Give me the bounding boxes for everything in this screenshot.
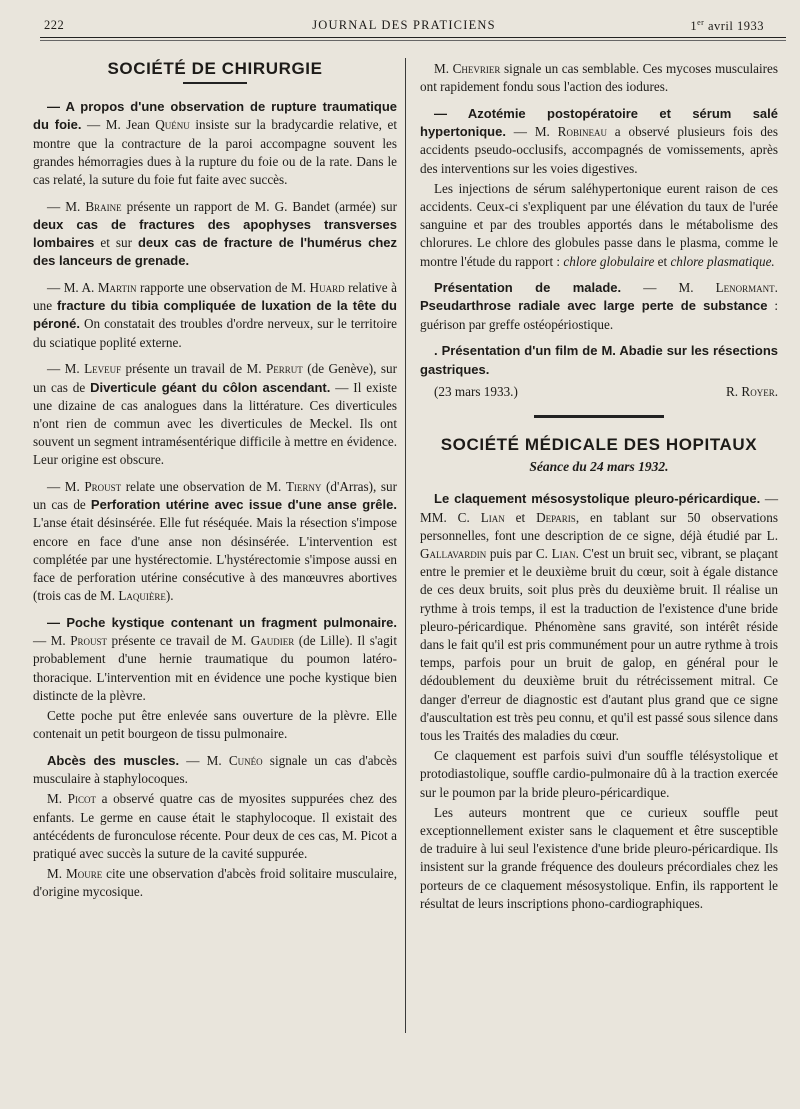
text: M. — [434, 61, 453, 76]
author-name: Tierny — [285, 479, 322, 495]
right-column — [420, 60, 778, 922]
text: — M. — [47, 479, 85, 495]
bold-term: Abcès des muscles. — [47, 752, 180, 768]
text: , en tablant sur 50 observations personnelles, font une description de ce signe, déjà étudié par L. — [420, 509, 779, 543]
text: signale un cas semblable. Ces mycoses musculaires ont rapidement fondu sous l'action des iodures. — [420, 61, 779, 95]
text: et — [654, 253, 671, 269]
date-sup: er — [697, 18, 705, 27]
bold-term: — Poche kystique contenant un fragment pulmonaire. — [47, 614, 397, 630]
text: présente un rapport de M. G. Bandet (armée) sur — [121, 198, 397, 214]
section-title-hopitaux: SOCIÉTÉ MÉDICALE DES HOPITAUX — [440, 434, 758, 454]
text: — M. — [621, 280, 716, 296]
text: présente un travail de M. — [121, 361, 266, 377]
text: C'est un bruit sec, vibrant, se plaçant entre le premier et le deuxième bruit du cœur, soit à égale distance de ces deux bruits, soit plus près du deuxième bruit. Il réalise un rythme à trois temps, il est la traduction de l'existence d'une bride pleuro-péricardique. Phénomène sans gravité, son intérêt réside dans le fait qu'il est pris communément pour un autre rythme à trois temps, parfois pour un bruit de galop, en général pour le dédoublement du deuxième bruit du rétrécissement mitral. Ce danger d'erreur de diagnostic est d'autant plus grand que ce signe d'auscultation est très peu connu, et qu'il est passé sous silence dans tous les Traités des maladies du cœur. — [420, 545, 778, 743]
bold-term: — Azotémie postopératoire et sérum salé hypertonique. — [420, 105, 778, 140]
signature-date: (23 mars 1933.) — [434, 383, 518, 399]
author-name: Quénu — [155, 117, 190, 133]
text: — MM. C. — [420, 491, 778, 525]
author-name: Gaudier — [250, 633, 295, 649]
paragraph-picot — [33, 790, 397, 863]
text: et — [504, 509, 537, 525]
paragraph-leveuf — [33, 360, 397, 469]
bold-term: deux cas de fractures des apophyses transverses lombaires — [33, 216, 397, 251]
paragraph-chevrier — [420, 60, 778, 96]
text: a observé quatre cas de myosites suppurées chez des enfants. Le germe en cause était le staphylocoque. Il existait des antécédents de furonculose récente. Pour deux de ces cas, M. Picot a pratiqué avec succès la suture de la cavité suppurée. — [33, 791, 397, 861]
author-name: Lian — [480, 509, 505, 525]
author-name: Chevrier — [452, 61, 501, 76]
text: Les injections de sérum saléhypertonique eurent raison de ces accidents. Ceux-ci s'expliquent par une élévation du taux de l'urée sanguine et par des troubles apportés dans le métabolisme des chlorures. Le chlore des globules passe dans le plasma, comme le montre l'étude du rapport : — [420, 180, 778, 269]
author-name: Braine — [85, 198, 122, 214]
author-name: Leveuf — [84, 361, 122, 377]
bold-term: fracture du tibia compliquée de luxation de la tête du péroné. — [33, 298, 397, 332]
text: M. — [47, 791, 68, 807]
signature-name: R. Royer. — [726, 383, 778, 399]
author-name: Lenormant. — [715, 280, 778, 296]
page-number: 222 — [44, 18, 65, 32]
paragraph-poche-kystique — [33, 614, 397, 705]
author-name: Moure — [65, 866, 103, 882]
heading-rupture-foie: — A propos d'une observation de rupture traumatique du foie. — [33, 99, 397, 133]
paragraph-injections — [420, 180, 778, 271]
seance-date: Séance du 24 mars 1932. — [529, 459, 669, 475]
bold-term: . Présentation d'un film de M. Abadie sur les résections gastriques. — [420, 343, 778, 377]
text: L'anse était désinsérée. Elle fut réséquée. Mais la résection s'impose encore en face d'une anse non désinsérée. L'intervention est complétée par une hystérectomie. L'hystérectomie s'impose aussi en face de perforation utérine consécutive à des manœuvres abortives (trois cas de M. — [33, 515, 397, 604]
text: — M. Jean — [81, 117, 156, 133]
header-rule-thin — [40, 40, 786, 41]
section-title-chirurgie: SOCIÉTÉ DE CHIRURGIE — [107, 59, 323, 78]
paragraph-souffle: Ce claquement est parfois suivi d'un souffle télésystolique et protodiastolique, souffle cardio-pulmonaire dû à la traction exercée sur le poumon par la bride pleuro-péricardique. — [420, 748, 778, 800]
paragraph-presentation-malade — [420, 279, 778, 334]
paragraph-rupture-foie — [33, 98, 397, 189]
text: rapporte une observation de M. — [136, 280, 310, 296]
text: : guérison par greffe ostéopériostique. — [420, 298, 778, 332]
paragraph-auteurs: Les auteurs montrent que ce curieux souffle peut exceptionnellement exister sans le claquement et être susceptible de traduire à lui seul l'existence d'une bride pleuro-péricardique. Ils insistent sur la grande fréquence des douleurs précordiales chez les porteurs de ce claquement mésosystolique. Enfin, ils rapportent le résultat de leurs inscriptions phono-cardiographiques. — [420, 804, 778, 911]
text: — M. A. — [47, 280, 98, 296]
text: a observé plusieurs fois des accidents pseudo-occlusifs, accompagnés de vomissements, après des interventions sur les voies digestives. — [420, 124, 778, 176]
text: (d'Arras), sur un cas de — [33, 479, 397, 513]
text: — M. — [505, 124, 558, 140]
author-name: Proust — [84, 479, 122, 495]
paragraph-proust — [33, 478, 397, 605]
text: puis par C. — [486, 545, 552, 561]
paragraph-azotemie — [420, 105, 778, 178]
paragraph-claquement — [420, 490, 778, 745]
italic-term: chlore globulaire — [563, 253, 655, 269]
paragraph-abces — [33, 752, 397, 788]
bold-term: Le claquement mésosystolique pleuro-péricardique. — [434, 491, 761, 507]
author-name: Perrut — [265, 361, 303, 377]
text: et sur — [94, 235, 138, 251]
section-separator — [534, 415, 664, 418]
author-name: Cunéo — [228, 752, 263, 768]
paragraph-martin — [33, 279, 397, 352]
signature-line — [420, 383, 778, 401]
text: présente ce travail de M. — [107, 633, 251, 649]
author-name: Picot — [67, 791, 96, 807]
left-column — [33, 60, 397, 910]
author-name: Gallavardin — [420, 545, 487, 561]
text: On constatait des troubles d'ordre nerveux, sur le territoire du sciatique poplité externe. — [33, 316, 397, 350]
text: M. — [47, 866, 66, 882]
author-name: Lian. — [551, 545, 579, 561]
column-divider — [405, 58, 406, 1033]
date-day: 1 — [690, 19, 698, 34]
text: — M. — [47, 361, 85, 377]
text: relative à une — [33, 280, 397, 314]
header-rule — [40, 37, 786, 38]
author-name: Proust — [70, 633, 108, 649]
text: relate une observation de M. — [121, 479, 286, 495]
bold-term: Perforation utérine avec issue d'une anse grêle. — [90, 497, 397, 513]
author-name: Deparis — [536, 509, 576, 525]
text: signale un cas d'abcès musculaire à staphylocoques. — [33, 752, 397, 787]
bold-term: Présentation de malade. — [434, 280, 622, 296]
text: (de Lille). Il s'agit probablement d'une hernie traumatique du poumon latéro-thoracique. L'intervention mit en évidence une poche kystique bien distincte de la plèvre. — [33, 633, 397, 703]
text: — M. — [47, 198, 86, 214]
paragraph-poche-suite: Cette poche put être enlevée sans ouverture de la plèvre. Elle contenait un petit bourgeon de tissu pulmonaire. — [33, 708, 397, 742]
text: ). — [165, 588, 174, 604]
text: (de Genève), sur un cas de — [33, 361, 397, 395]
text: cite une observation d'abcès froid solitaire musculaire, d'origine mycosique. — [33, 866, 398, 900]
author-name: Robineau — [557, 124, 607, 140]
text: insiste sur la bradycardie relative, et montre que la contracture de la paroi accompagne souvent les grandes hémorragies dues à la rupture du foie ou de la rate. Dans le cas relaté, la suture du foie fut faite avec succès. — [33, 117, 397, 188]
paragraph-braine — [33, 198, 397, 271]
date-rest: avril 1933 — [704, 19, 764, 34]
author-name: Martin — [97, 280, 137, 296]
paragraph-moure — [33, 865, 397, 901]
bold-term: deux cas de fracture de l'humérus chez des lanceurs de grenade. — [33, 235, 397, 269]
section-rule — [183, 82, 247, 84]
text: — Il existe une dizaine de cas analogues dans la littérature. Ces diverticules n'ont rien de commun avec les diverticules de Meckel. Ils ont souvent un segment intramésentérique difficile à mettre en évidence. Leur origine est obscure. — [33, 379, 397, 468]
journal-title: JOURNAL DES PRATICIENS — [312, 18, 496, 32]
bold-term: Diverticule géant du côlon ascendant. — [90, 379, 331, 395]
author-name: Laquière — [118, 588, 166, 604]
author-name: Huard — [309, 280, 345, 296]
paragraph-film — [420, 342, 778, 378]
issue-date — [690, 18, 764, 34]
bold-term: Pseudarthrose radiale avec large perte de substance — [420, 298, 768, 314]
text: — M. — [33, 633, 71, 649]
text: — M. — [179, 752, 229, 768]
italic-term: chlore plasmatique. — [670, 253, 775, 269]
